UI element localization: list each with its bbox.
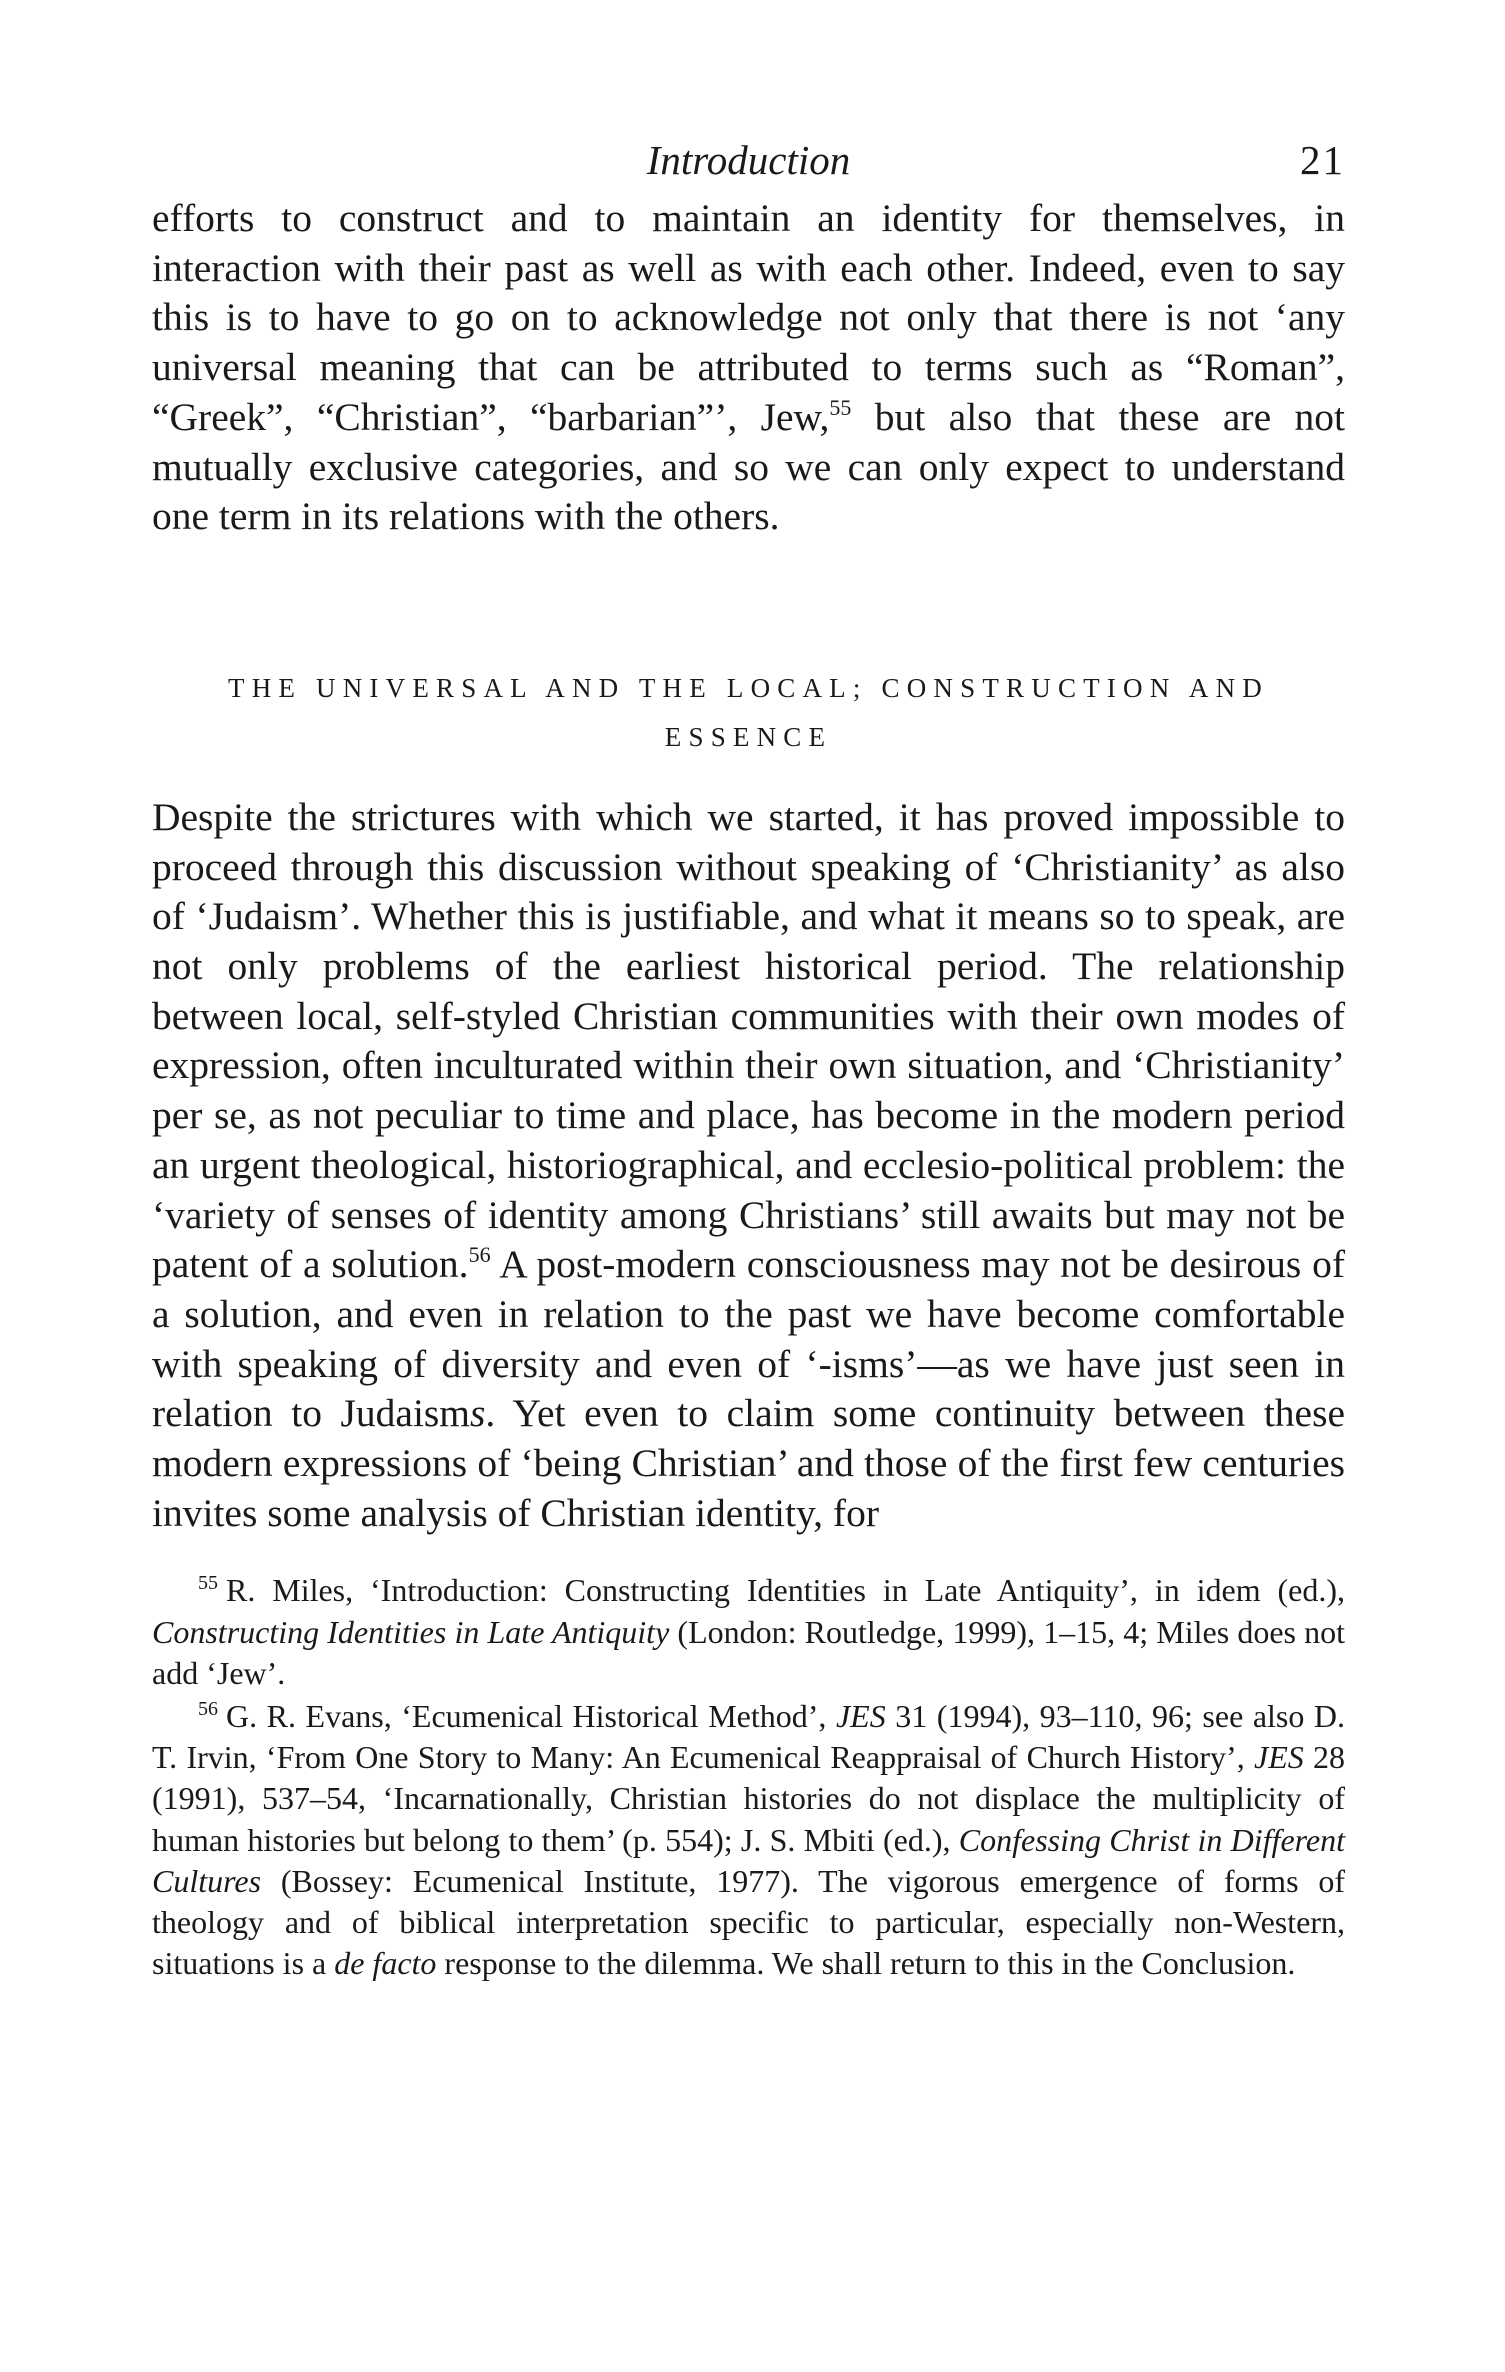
footnote-text: 28 (1991), 537–54, ‘Incarnationally, Christian histories do not displace the multiplicity of human histories but belong to them’ (p. 554); J. S. Mbiti (ed.), [152, 1739, 1346, 1858]
section-heading: THE UNIVERSAL AND THE LOCAL; CONSTRUCTION AND ESSENCE [228, 672, 1269, 752]
italic-s: s [470, 1391, 486, 1436]
page-number: 21 [1300, 137, 1345, 183]
footnotes [152, 1570, 1345, 1984]
footnote-ref-56: 56 [468, 1242, 491, 1268]
paragraph-text: . Yet even to claim some continuity between these modern expressions of ‘being Christian’ and those of the first few centuries invites some analysis of Christian identity, for [152, 1391, 1345, 1535]
footnote-55 [152, 1570, 1345, 1694]
footnote-text: R. Miles, ‘Introduction: Constructing Identities in Late Antiquity’, in idem (ed.), [226, 1572, 1345, 1609]
book-title: Confessing Christ in Different Cultures [152, 1821, 1346, 1899]
book-page [152, 130, 1345, 1985]
section-paragraph [152, 793, 1345, 1539]
latin-phrase: de facto [334, 1945, 437, 1982]
paragraph-text: Despite the strictures with which we started, it has proved impossible to proceed through this discussion without speaking of ‘Christianity’ as also of ‘Judaism’. Whether this is justifiable, and what it means so to speak, are not only problems of the earliest historical period. The relationship between local, self-styled Christian communities with their own modes of expression, often inculturated within their own situation, and ‘Christianity’ per se, as not peculiar to time and place, has become in the modern period an urgent theological, historiographical, and ecclesio-political problem: the ‘variety of senses of identity among Christians’ still awaits but may not be patent of a solution. [152, 794, 1345, 1287]
footnote-text: 31 (1994), 93–110, 96; see also D. T. Irvin, ‘From One Story to Many: An Ecumenical Reappraisal of Church History’, [152, 1698, 1346, 1776]
footnote-ref-55: 55 [829, 394, 852, 420]
journal-title: JES [1253, 1739, 1304, 1776]
footnote-text: (London: Routledge, 1999), 1–15, 4; Miles does not add ‘Jew’. [152, 1613, 1346, 1691]
book-title: Constructing Identities in Late Antiquity [152, 1613, 670, 1650]
footnote-text: G. R. Evans, ‘Ecumenical Historical Method’, [226, 1698, 836, 1735]
running-head-title: Introduction [646, 137, 851, 183]
footnote-56 [152, 1696, 1345, 1984]
footnote-mark: 55 [198, 1572, 218, 1595]
paragraph-text: efforts to construct and to maintain an identity for themselves, in interaction with their past as well as with each other. Indeed, even to say this is to have to go on to acknowledge not only that there is not ‘any universal meaning that can be attributed to terms such as “Roman”, “Greek”, “Christian”, “barbarian”’, Jew, [152, 196, 1345, 439]
footnote-text: response to the dilemma. We shall return to this in the Conclusion. [436, 1945, 1296, 1982]
running-head [152, 130, 1345, 190]
paragraph-text: A post-modern consciousness may not be desirous of a solution, and even in relation to the past we have become comfortable with speaking of diversity and even of ‘-isms’—as we have just seen in relation to Judaism [152, 1242, 1345, 1436]
journal-title: JES [835, 1698, 886, 1735]
paragraph-continuation [152, 194, 1345, 542]
footnote-text: (Bossey: Ecumenical Institute, 1977). The vigorous emergence of forms of theology and of biblical interpretation specific to particular, especially non-Western, situations is a [152, 1862, 1345, 1982]
footnote-mark: 56 [198, 1698, 218, 1721]
paragraph-text: but also that these are not mutually exclusive categories, and so we can only expect to understand one term in its relations with the others. [152, 394, 1345, 539]
